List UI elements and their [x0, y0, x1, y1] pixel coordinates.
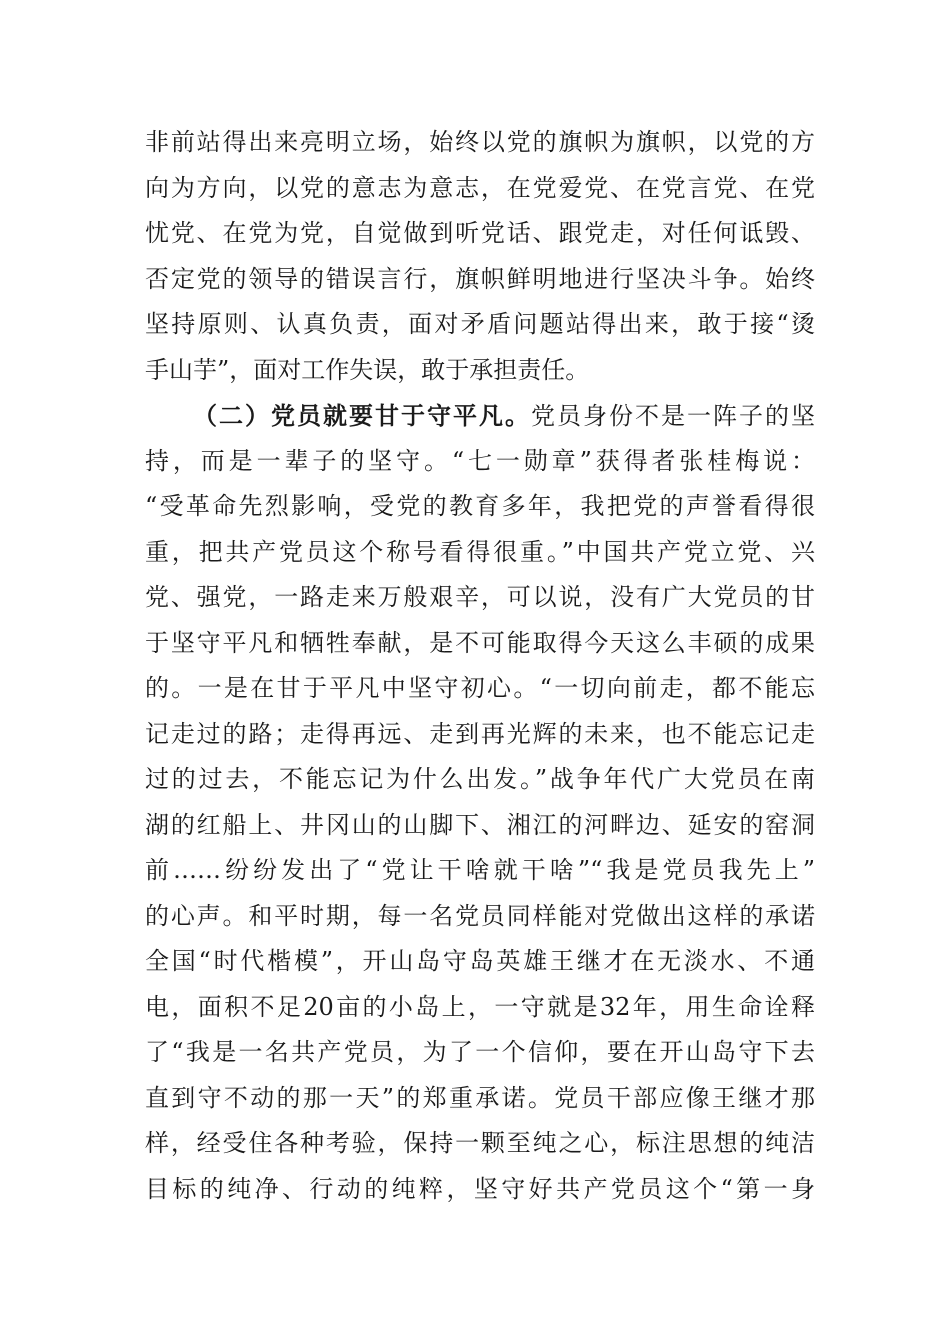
- text-line: 全国“时代楷模”，开山岛守岛英雄王继才在无淡水、不通: [145, 947, 815, 975]
- text-line: 党、强党，一路走来万般艰辛，可以说，没有广大党员的甘: [145, 583, 815, 611]
- text-line: 直到守不动的那一天”的郑重承诺。党员干部应像王继才那: [145, 1083, 815, 1112]
- document-body: [145, 120, 815, 1212]
- text-fragment: 党员身份不是一阵子的坚: [531, 402, 815, 430]
- text-line: 的心声。和平时期，每一名党员同样能对党做出这样的承诺: [145, 901, 815, 930]
- text-line: 非前站得出来亮明立场，始终以党的旗帜为旗帜，以党的方: [145, 128, 815, 156]
- text-line: 目标的纯净、行动的纯粹，坚守好共产党员这个“第一身: [145, 1174, 815, 1203]
- text-line: 向为方向，以党的意志为意志，在党爱党、在党言党、在党: [145, 173, 815, 202]
- text-line: 湖的红船上、井冈山的山脚下、湘江的河畔边、延安的窑洞: [145, 810, 815, 839]
- text-line: 重，把共产党员这个称号看得很重。”中国共产党立党、兴: [145, 537, 815, 566]
- text-line: 的。一是在甘于平凡中坚守初心。“一切向前走，都不能忘: [145, 674, 815, 702]
- text-line: 忧党、在党为党，自觉做到听党话、跟党走，对任何诋毁、: [145, 219, 815, 247]
- text-line: 了“我是一名共产党员，为了一个信仰，要在开山岛守下去: [145, 1038, 815, 1066]
- text-line: 样，经受住各种考验，保持一颗至纯之心，标注思想的纯洁: [145, 1129, 815, 1157]
- text-line: 电，面积不足20亩的小岛上，一守就是32年，用生命诠释: [145, 992, 815, 1021]
- text-line-with-heading: [145, 393, 815, 439]
- text-line: 记走过的路；走得再远、走到再光辉的未来，也不能忘记走: [145, 719, 815, 748]
- text-line: 前……纷纷发出了“党让干啥就干啥”“我是党员我先上”: [145, 856, 815, 884]
- section-heading: （二）党员就要甘于守平凡。: [193, 401, 531, 430]
- text-line: 否定党的领导的错误言行，旗帜鲜明地进行坚决斗争。始终: [145, 264, 815, 293]
- text-line: “受革命先烈影响，受党的教育多年，我把党的声誉看得很: [145, 492, 815, 520]
- text-line: 坚持原则、认真负责，面对矛盾问题站得出来，敢于接“烫: [145, 310, 815, 338]
- text-line: 持，而是一辈子的坚守。“七一勋章”获得者张桂梅说：: [145, 446, 815, 475]
- text-line: 于坚守平凡和牺牲奉献，是不可能取得今天这么丰硕的成果: [145, 628, 815, 657]
- text-line: 过的过去，不能忘记为什么出发。”战争年代广大党员在南: [145, 765, 815, 793]
- text-line: 手山芋”，面对工作失误，敢于承担责任。: [145, 355, 590, 384]
- paragraph-2: [145, 393, 815, 1212]
- paragraph-1: [145, 120, 815, 393]
